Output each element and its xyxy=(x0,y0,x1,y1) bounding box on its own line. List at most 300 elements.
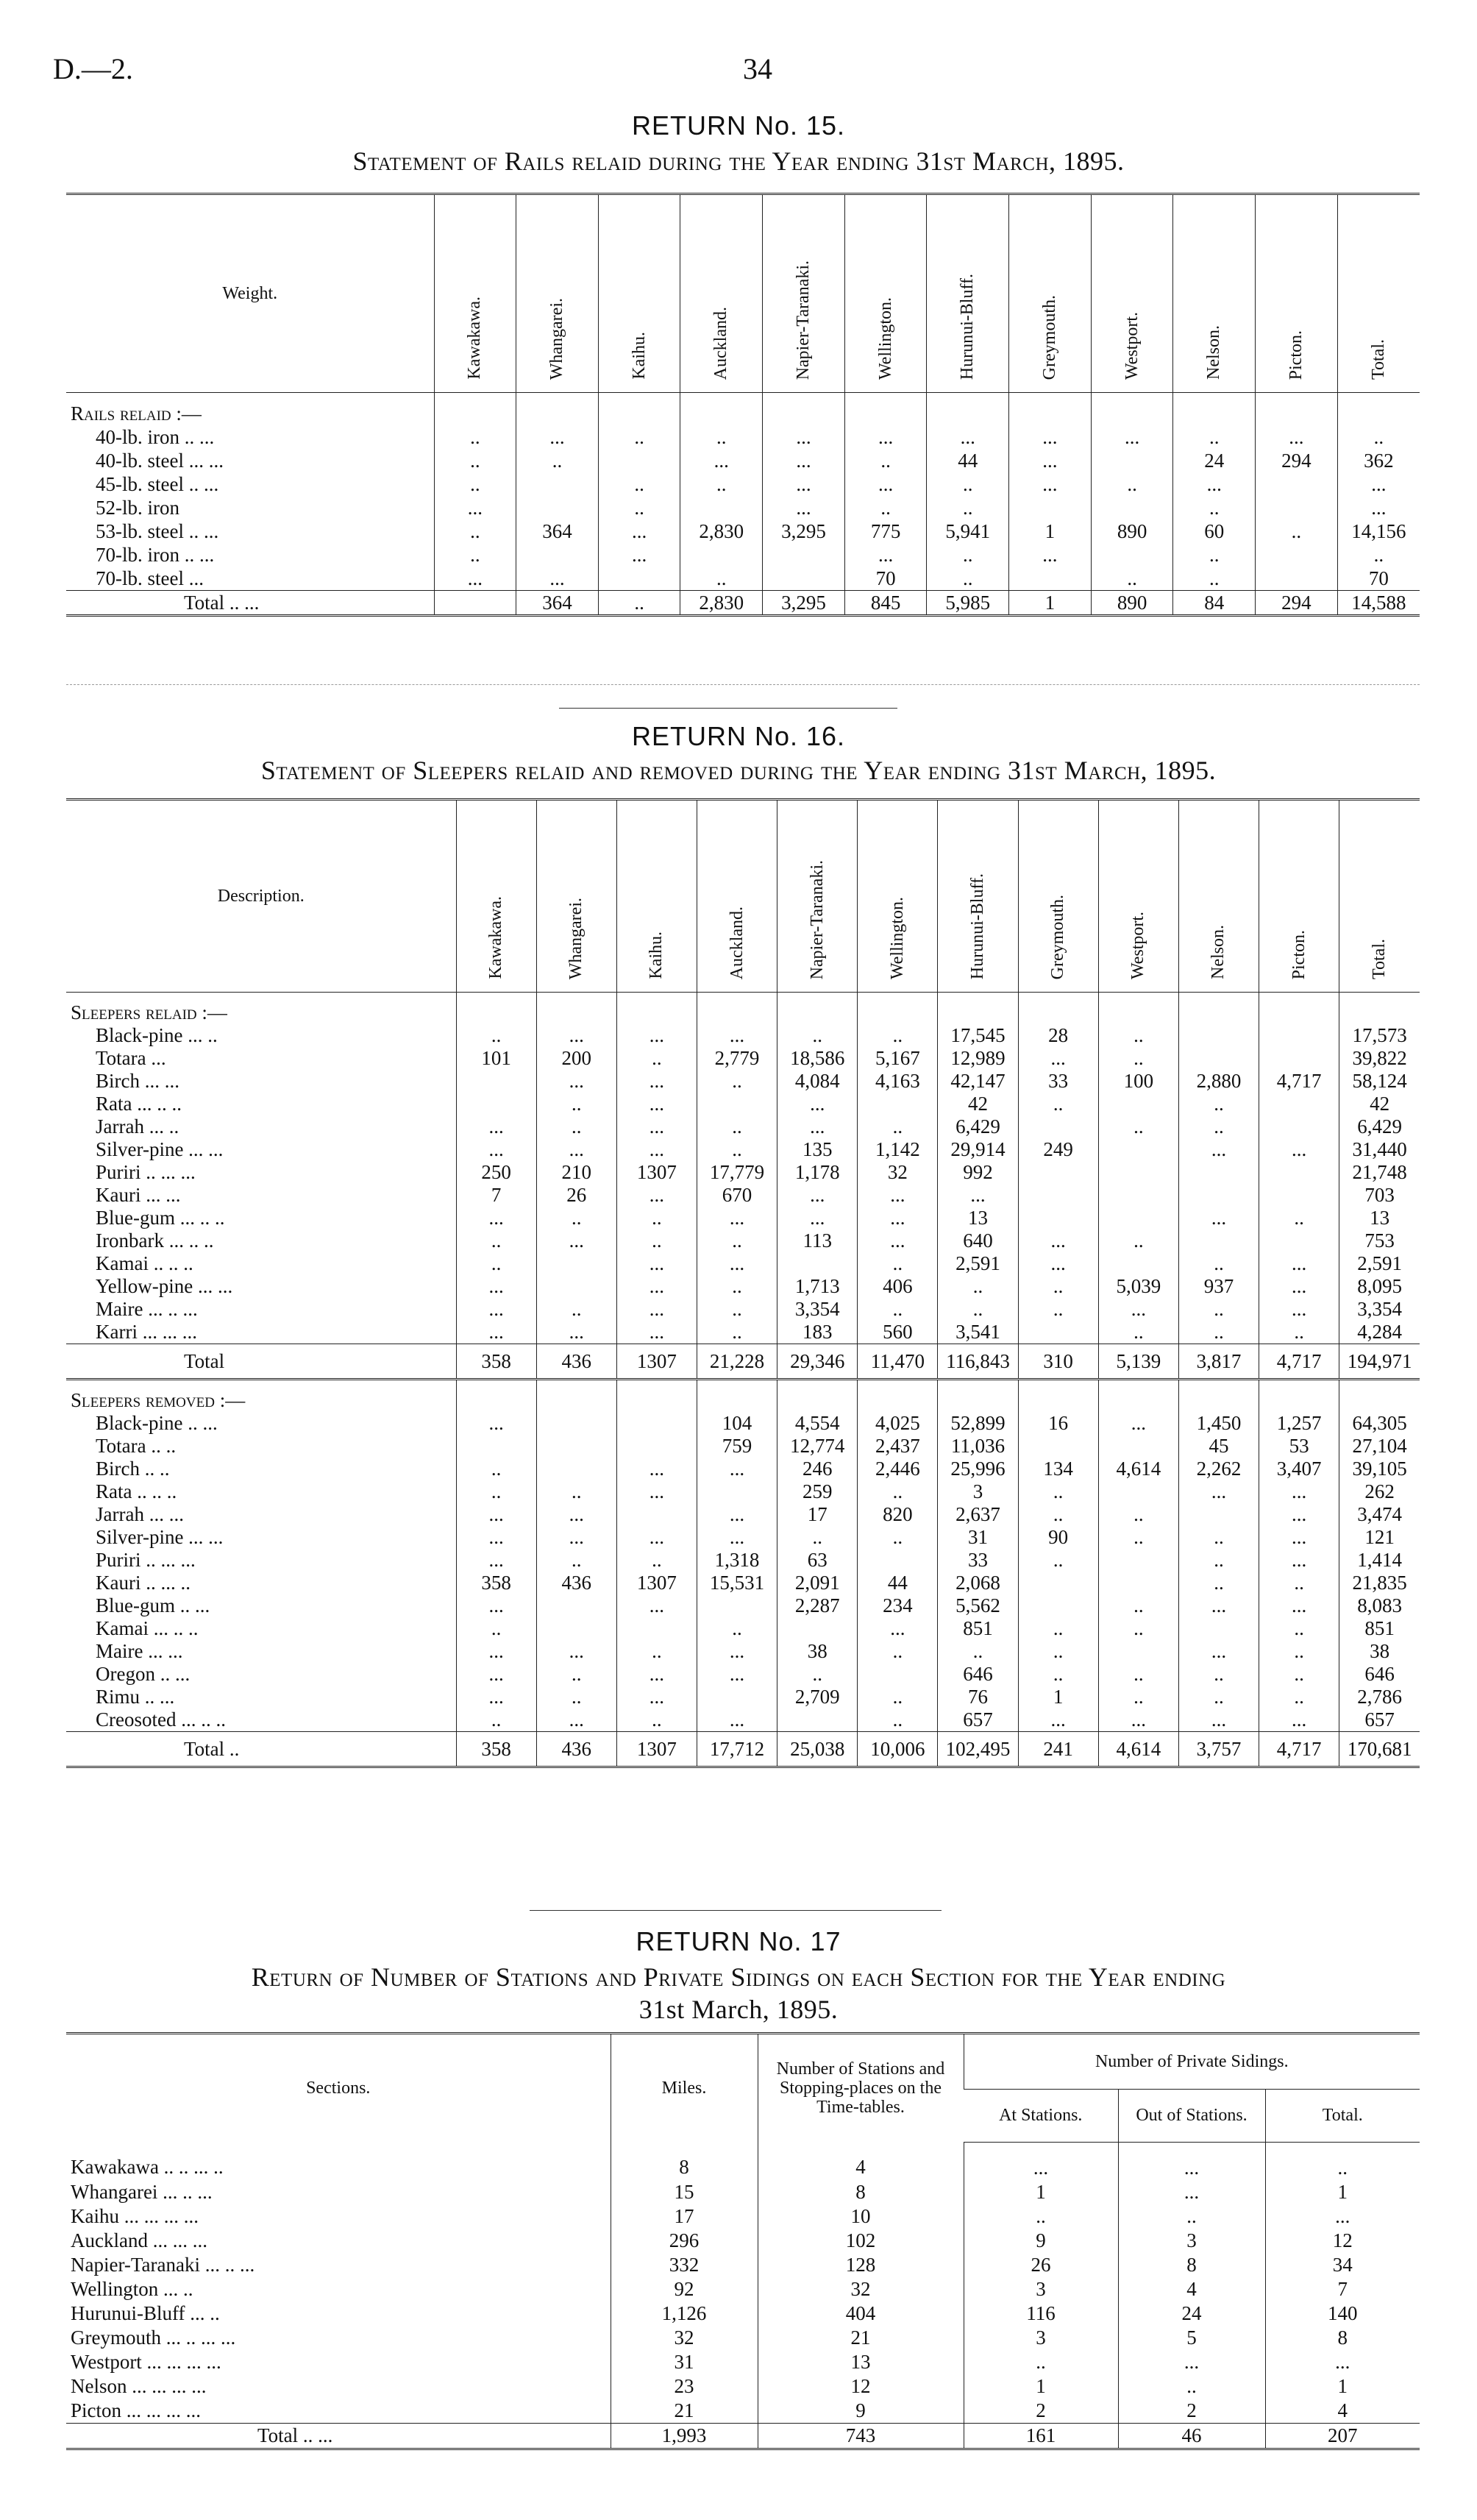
table-cell: ... xyxy=(763,496,845,519)
table-cell: ... xyxy=(697,1663,777,1686)
table-cell: 5,167 xyxy=(858,1047,938,1070)
table-row xyxy=(66,543,1420,567)
table-cell xyxy=(616,1412,697,1435)
empty-cell xyxy=(1018,1380,1098,1413)
table-cell: 3 xyxy=(1118,2229,1265,2253)
table-cell: .. xyxy=(927,567,1009,591)
table-cell: ... xyxy=(1178,1138,1259,1161)
table-cell: 6,429 xyxy=(1339,1115,1420,1138)
table-cell: .. xyxy=(697,1275,777,1298)
table-row xyxy=(66,2180,1420,2204)
table-cell xyxy=(1098,1640,1178,1663)
row-label: Kamai ... .. .. xyxy=(96,1617,199,1639)
table-cell: 703 xyxy=(1339,1184,1420,1207)
column-header-label: Auckland. xyxy=(711,306,731,380)
table-cell: ... xyxy=(616,1686,697,1708)
table-cell xyxy=(697,1686,777,1708)
table-cell xyxy=(680,496,763,519)
row-label: Kawakawa .. .. ... .. xyxy=(71,2156,224,2179)
column-header xyxy=(456,800,536,993)
table-cell: 358 xyxy=(456,1732,536,1767)
row-label: 40-lb. steel ... ... xyxy=(96,450,224,472)
table-cell xyxy=(456,1093,536,1115)
table-cell: 657 xyxy=(1339,1708,1420,1732)
row-label: Creosoted ... .. .. xyxy=(96,1708,226,1731)
table-cell: 8 xyxy=(1118,2253,1265,2277)
table-cell: 113 xyxy=(777,1229,858,1252)
row-label: Kauri .. ... .. xyxy=(96,1572,191,1594)
table-cell: 11,036 xyxy=(938,1435,1018,1458)
table-cell: ... xyxy=(616,1070,697,1093)
table-cell: ... xyxy=(777,1207,858,1229)
table-cell: .. xyxy=(697,1115,777,1138)
table-cell: 7 xyxy=(456,1184,536,1207)
table-cell xyxy=(598,567,680,591)
table-cell: ... xyxy=(858,1229,938,1252)
table-cell: 8 xyxy=(611,2142,758,2180)
column-header xyxy=(697,800,777,993)
table-cell: .. xyxy=(1098,1024,1178,1047)
table-cell: 4,717 xyxy=(1259,1732,1339,1767)
row-label: Silver-pine ... ... xyxy=(96,1526,224,1548)
table-cell xyxy=(1098,1093,1178,1115)
table-cell xyxy=(1256,567,1338,591)
row-label: Blue-gum .. ... xyxy=(96,1594,210,1616)
table-cell: .. xyxy=(858,1686,938,1708)
table-cell xyxy=(1256,543,1338,567)
table-cell: ... xyxy=(927,425,1009,449)
table-cell: 9 xyxy=(964,2229,1118,2253)
table-cell: 8,095 xyxy=(1339,1275,1420,1298)
table-cell xyxy=(1009,496,1092,519)
column-header xyxy=(434,194,516,393)
table-cell: .. xyxy=(1178,1663,1259,1686)
column-header xyxy=(777,800,858,993)
empty-cell xyxy=(858,1380,938,1413)
table-cell: 102 xyxy=(758,2229,964,2253)
table-cell: .. xyxy=(1018,1617,1098,1640)
table-header-row xyxy=(66,800,1420,993)
table-cell xyxy=(1018,1321,1098,1344)
table-cell: 4,025 xyxy=(858,1412,938,1435)
table-cell: ... xyxy=(1259,1275,1339,1298)
empty-cell xyxy=(1173,393,1256,426)
row-label: Birch .. .. xyxy=(96,1458,170,1480)
table-cell: 121 xyxy=(1339,1526,1420,1549)
table-cell: .. xyxy=(1098,1617,1178,1640)
table-cell: ... xyxy=(456,1275,536,1298)
table-cell xyxy=(1018,1207,1098,1229)
table-cell: ... xyxy=(1091,425,1173,449)
table-cell: ... xyxy=(456,1138,536,1161)
table-cell: 436 xyxy=(536,1572,616,1594)
table-cell xyxy=(516,496,599,519)
table-cell: ... xyxy=(536,1526,616,1549)
table-cell xyxy=(1018,1184,1098,1207)
table-row xyxy=(66,1480,1420,1503)
divider xyxy=(66,684,1420,685)
column-header-label: Westport. xyxy=(1122,311,1142,380)
table-cell: .. xyxy=(1098,1686,1178,1708)
table-cell: 2,591 xyxy=(1339,1252,1420,1275)
table-cell: 753 xyxy=(1339,1229,1420,1252)
table-cell: .. xyxy=(1259,1640,1339,1663)
row-label: Wellington ... .. xyxy=(71,2277,193,2300)
table-row xyxy=(66,425,1420,449)
table-cell xyxy=(598,449,680,472)
table-cell: 134 xyxy=(1018,1458,1098,1480)
table-cell: 11,470 xyxy=(858,1344,938,1380)
table-cell: 246 xyxy=(777,1458,858,1480)
table-cell: .. xyxy=(616,1640,697,1663)
table-row xyxy=(66,1252,1420,1275)
table-cell: 14,156 xyxy=(1337,519,1420,543)
table-cell: .. xyxy=(858,1640,938,1663)
column-header-label: Whangarei. xyxy=(547,297,566,380)
row-label: 70-lb. iron .. ... xyxy=(96,544,215,566)
table-cell: 207 xyxy=(1265,2423,1420,2449)
table-row xyxy=(66,1435,1420,1458)
table-cell xyxy=(1098,1480,1178,1503)
table-cell: 14,588 xyxy=(1337,591,1420,616)
table-cell: 1,142 xyxy=(858,1138,938,1161)
table-cell xyxy=(763,567,845,591)
table-cell: 851 xyxy=(1339,1617,1420,1640)
column-header-label: Hurunui-Bluff. xyxy=(958,273,978,380)
table-row xyxy=(66,2142,1420,2180)
table-cell: .. xyxy=(434,519,516,543)
column-header-label: Westport. xyxy=(1128,911,1148,979)
table-cell xyxy=(1259,1115,1339,1138)
table-cell: 21,835 xyxy=(1339,1572,1420,1594)
table-cell: .. xyxy=(1098,1526,1178,1549)
table-cell: 759 xyxy=(697,1435,777,1458)
section-heading: Rails relaid :— xyxy=(71,402,202,425)
table-row xyxy=(66,1047,1420,1070)
table-cell: ... xyxy=(456,1526,536,1549)
table-cell: ... xyxy=(1178,1708,1259,1732)
table-cell: 1 xyxy=(1009,519,1092,543)
table-cell: 17,779 xyxy=(697,1161,777,1184)
table-cell xyxy=(434,591,516,616)
column-header xyxy=(616,800,697,993)
table-cell xyxy=(1018,1435,1098,1458)
table-cell: .. xyxy=(1091,567,1173,591)
table-row xyxy=(66,2399,1420,2424)
table-cell: 13 xyxy=(758,2350,964,2374)
table-cell: .. xyxy=(456,1024,536,1047)
table-cell: .. xyxy=(1098,1321,1178,1344)
column-header xyxy=(1091,194,1173,393)
table-cell: 32 xyxy=(758,2277,964,2301)
row-label: Yellow-pine ... ... xyxy=(96,1275,233,1297)
table-cell: 294 xyxy=(1256,449,1338,472)
table-cell: .. xyxy=(697,1321,777,1344)
table-cell: ... xyxy=(536,1321,616,1344)
table-cell: 3,541 xyxy=(938,1321,1018,1344)
table-cell: ... xyxy=(456,1115,536,1138)
table-cell: 1307 xyxy=(616,1572,697,1594)
table-cell: .. xyxy=(1256,519,1338,543)
table-cell: 358 xyxy=(456,1344,536,1380)
table-cell: 436 xyxy=(536,1344,616,1380)
empty-cell xyxy=(1256,393,1338,426)
at-stations-header: At Stations. xyxy=(964,2090,1118,2143)
table-cell: .. xyxy=(1018,1275,1098,1298)
table-cell: 31 xyxy=(938,1526,1018,1549)
table-cell: 27,104 xyxy=(1339,1435,1420,1458)
table-cell: 194,971 xyxy=(1339,1344,1420,1380)
table-cell: .. xyxy=(1018,1663,1098,1686)
table-row xyxy=(66,1549,1420,1572)
table-cell: .. xyxy=(697,1138,777,1161)
table-cell xyxy=(777,1252,858,1275)
table-cell: 1,414 xyxy=(1339,1549,1420,1572)
table-cell: 102,495 xyxy=(938,1732,1018,1767)
table-row xyxy=(66,2277,1420,2301)
empty-cell xyxy=(763,393,845,426)
table-cell: ... xyxy=(697,1252,777,1275)
table-row xyxy=(66,449,1420,472)
column-header-label: Greymouth. xyxy=(1039,294,1059,380)
table-cell: ... xyxy=(1259,1138,1339,1161)
table-cell: .. xyxy=(1018,1480,1098,1503)
total-header: Total. xyxy=(1265,2090,1420,2143)
column-header xyxy=(1256,194,1338,393)
table-row xyxy=(66,2374,1420,2399)
row-label: Rata ... .. .. xyxy=(96,1093,182,1115)
table-cell: .. xyxy=(1173,543,1256,567)
column-header xyxy=(927,194,1009,393)
return-16-subtitle: Statement of Sleepers relaid and removed during the Year ending 31st March, 1895. xyxy=(260,756,1217,785)
empty-cell xyxy=(616,1380,697,1413)
table-cell: .. xyxy=(777,1024,858,1047)
table-cell: 161 xyxy=(964,2423,1118,2449)
column-header-label: Kawakawa. xyxy=(486,896,506,979)
table-cell: 21,748 xyxy=(1339,1161,1420,1184)
table-cell: .. xyxy=(1173,567,1256,591)
table-cell: .. xyxy=(598,591,680,616)
table-cell xyxy=(516,543,599,567)
table-cell: ... xyxy=(858,1617,938,1640)
table-cell: .. xyxy=(1337,425,1420,449)
table-cell: ... xyxy=(680,449,763,472)
table-cell: .. xyxy=(1265,2142,1420,2180)
table-cell: 17 xyxy=(611,2204,758,2229)
table-cell: 5,139 xyxy=(1098,1344,1178,1380)
table-cell: .. xyxy=(858,1115,938,1138)
row-label: Kaihu ... ... ... ... xyxy=(71,2204,199,2227)
table-cell: ... xyxy=(616,1024,697,1047)
row-label: Picton ... ... ... ... xyxy=(71,2399,202,2421)
table-cell xyxy=(616,1617,697,1640)
table-cell: 743 xyxy=(758,2423,964,2449)
row-label: Maire ... ... xyxy=(96,1640,183,1662)
row-label: Kauri ... ... xyxy=(96,1184,181,1206)
sections-header: Sections. xyxy=(66,2034,611,2143)
table-header-row xyxy=(66,194,1420,393)
table-cell: 3 xyxy=(938,1480,1018,1503)
row-label: Hurunui-Bluff ... .. xyxy=(71,2301,220,2324)
table-cell: 32 xyxy=(858,1161,938,1184)
column-header xyxy=(680,194,763,393)
row-label: 45-lb. steel .. ... xyxy=(96,473,219,495)
table-cell: .. xyxy=(858,1252,938,1275)
table-cell: .. xyxy=(858,1480,938,1503)
table-cell: .. xyxy=(616,1708,697,1732)
table-cell: 31 xyxy=(611,2350,758,2374)
table-row xyxy=(66,1708,1420,1732)
table-cell: 21 xyxy=(611,2399,758,2424)
column-header xyxy=(1098,800,1178,993)
table-cell: 2 xyxy=(1118,2399,1265,2424)
table-cell xyxy=(1259,1161,1339,1184)
table-cell xyxy=(536,1252,616,1275)
table-cell xyxy=(680,543,763,567)
section-heading: Sleepers relaid :— xyxy=(71,1001,227,1023)
table-cell: 45 xyxy=(1178,1435,1259,1458)
table-cell: 70 xyxy=(1337,567,1420,591)
table-cell: 845 xyxy=(844,591,927,616)
table-cell: 70 xyxy=(844,567,927,591)
table-cell: 90 xyxy=(1018,1526,1098,1549)
table-cell xyxy=(516,472,599,496)
table-cell: .. xyxy=(1098,1663,1178,1686)
table-cell: .. xyxy=(1118,2204,1265,2229)
column-header xyxy=(516,194,599,393)
table-cell xyxy=(1098,1549,1178,1572)
total-row xyxy=(66,2423,1420,2449)
table-cell: .. xyxy=(616,1229,697,1252)
table-cell: 3,817 xyxy=(1178,1344,1259,1380)
table-cell xyxy=(1098,1184,1178,1207)
table-cell: 249 xyxy=(1018,1138,1098,1161)
table-cell: 2,830 xyxy=(680,519,763,543)
empty-cell xyxy=(1339,1380,1420,1413)
table-cell: 17 xyxy=(777,1503,858,1526)
row-label: Black-pine .. ... xyxy=(96,1412,218,1434)
empty-cell xyxy=(844,393,927,426)
table-cell: 4,717 xyxy=(1259,1070,1339,1093)
table-cell: .. xyxy=(456,1617,536,1640)
table-cell xyxy=(697,1093,777,1115)
table-cell: ... xyxy=(456,1663,536,1686)
table-cell xyxy=(858,1093,938,1115)
table-cell: 4,084 xyxy=(777,1070,858,1093)
table-cell: ... xyxy=(844,425,927,449)
table-cell: 4,554 xyxy=(777,1412,858,1435)
table-cell: .. xyxy=(1098,1115,1178,1138)
table-cell: .. xyxy=(456,1458,536,1480)
empty-cell xyxy=(858,993,938,1025)
table-row xyxy=(66,2229,1420,2253)
table-cell: 646 xyxy=(1339,1663,1420,1686)
table-cell: ... xyxy=(1178,1207,1259,1229)
row-label: Puriri .. ... ... xyxy=(96,1549,196,1571)
column-header-label: Napier-Taranaki. xyxy=(793,260,813,380)
table-cell: .. xyxy=(938,1640,1018,1663)
table-cell: ... xyxy=(1009,449,1092,472)
table-cell: 1,713 xyxy=(777,1275,858,1298)
table-cell xyxy=(1178,1617,1259,1640)
table-cell: 4,717 xyxy=(1259,1344,1339,1380)
column-header-label: Auckland. xyxy=(727,906,747,979)
table-cell: ... xyxy=(616,1458,697,1480)
table-cell xyxy=(536,1412,616,1435)
row-label: Rimu .. ... xyxy=(96,1686,175,1708)
table-cell: 128 xyxy=(758,2253,964,2277)
table-cell: 24 xyxy=(1173,449,1256,472)
table-cell: ... xyxy=(536,1229,616,1252)
table-cell: 8 xyxy=(1265,2326,1420,2350)
row-label: Maire ... .. ... xyxy=(96,1298,198,1320)
column-header-label: Nelson. xyxy=(1209,925,1228,979)
table-cell xyxy=(1018,1115,1098,1138)
return-17-subtitle-line2: 31st March, 1895. xyxy=(638,1995,839,2024)
table-cell: 4 xyxy=(758,2142,964,2180)
table-cell: 84 xyxy=(1173,591,1256,616)
table-cell: ... xyxy=(1118,2180,1265,2204)
table-cell: 5,985 xyxy=(927,591,1009,616)
table-cell: 29,914 xyxy=(938,1138,1018,1161)
table-cell: 2,437 xyxy=(858,1435,938,1458)
table-cell: ... xyxy=(697,1207,777,1229)
table-cell xyxy=(1256,472,1338,496)
table-cell: .. xyxy=(434,449,516,472)
table-cell: .. xyxy=(536,1298,616,1321)
row-label: Silver-pine ... ... xyxy=(96,1138,224,1160)
table-cell xyxy=(1259,1047,1339,1070)
table-cell: ... xyxy=(697,1526,777,1549)
table-cell: 1307 xyxy=(616,1732,697,1767)
table-cell: ... xyxy=(536,1070,616,1093)
table-cell: 53 xyxy=(1259,1435,1339,1458)
table-cell: 170,681 xyxy=(1339,1732,1420,1767)
table-row xyxy=(66,2204,1420,2229)
table-cell: .. xyxy=(1178,1572,1259,1594)
row-label: Total .. xyxy=(66,1732,456,1767)
table-cell: .. xyxy=(1259,1617,1339,1640)
table-cell: .. xyxy=(938,1275,1018,1298)
row-label: Birch ... ... xyxy=(96,1070,179,1092)
table-cell: 8,083 xyxy=(1339,1594,1420,1617)
table-cell: ... xyxy=(1173,472,1256,496)
table-row xyxy=(66,567,1420,591)
private-sidings-header: Number of Private Sidings. xyxy=(964,2034,1420,2090)
row-label: Blue-gum ... .. .. xyxy=(96,1207,225,1229)
table-cell: .. xyxy=(1091,472,1173,496)
table-cell: 364 xyxy=(516,519,599,543)
table-cell: ... xyxy=(536,1640,616,1663)
table-cell: ... xyxy=(763,425,845,449)
column-header-label: Hurunui-Bluff. xyxy=(968,873,988,979)
table-row xyxy=(66,1686,1420,1708)
table-cell: ... xyxy=(1259,1503,1339,1526)
table-cell: 116 xyxy=(964,2301,1118,2326)
table-cell: .. xyxy=(777,1526,858,1549)
empty-cell xyxy=(938,1380,1018,1413)
table-cell: ... xyxy=(844,543,927,567)
row-label: 52-lb. iron xyxy=(96,497,179,519)
table-cell: ... xyxy=(616,1138,697,1161)
table-cell: ... xyxy=(536,1138,616,1161)
table-row xyxy=(66,1458,1420,1480)
table-cell: ... xyxy=(516,425,599,449)
table-cell: ... xyxy=(1337,496,1420,519)
table-cell xyxy=(1178,1229,1259,1252)
table-cell: .. xyxy=(616,1207,697,1229)
table-cell: 26 xyxy=(964,2253,1118,2277)
